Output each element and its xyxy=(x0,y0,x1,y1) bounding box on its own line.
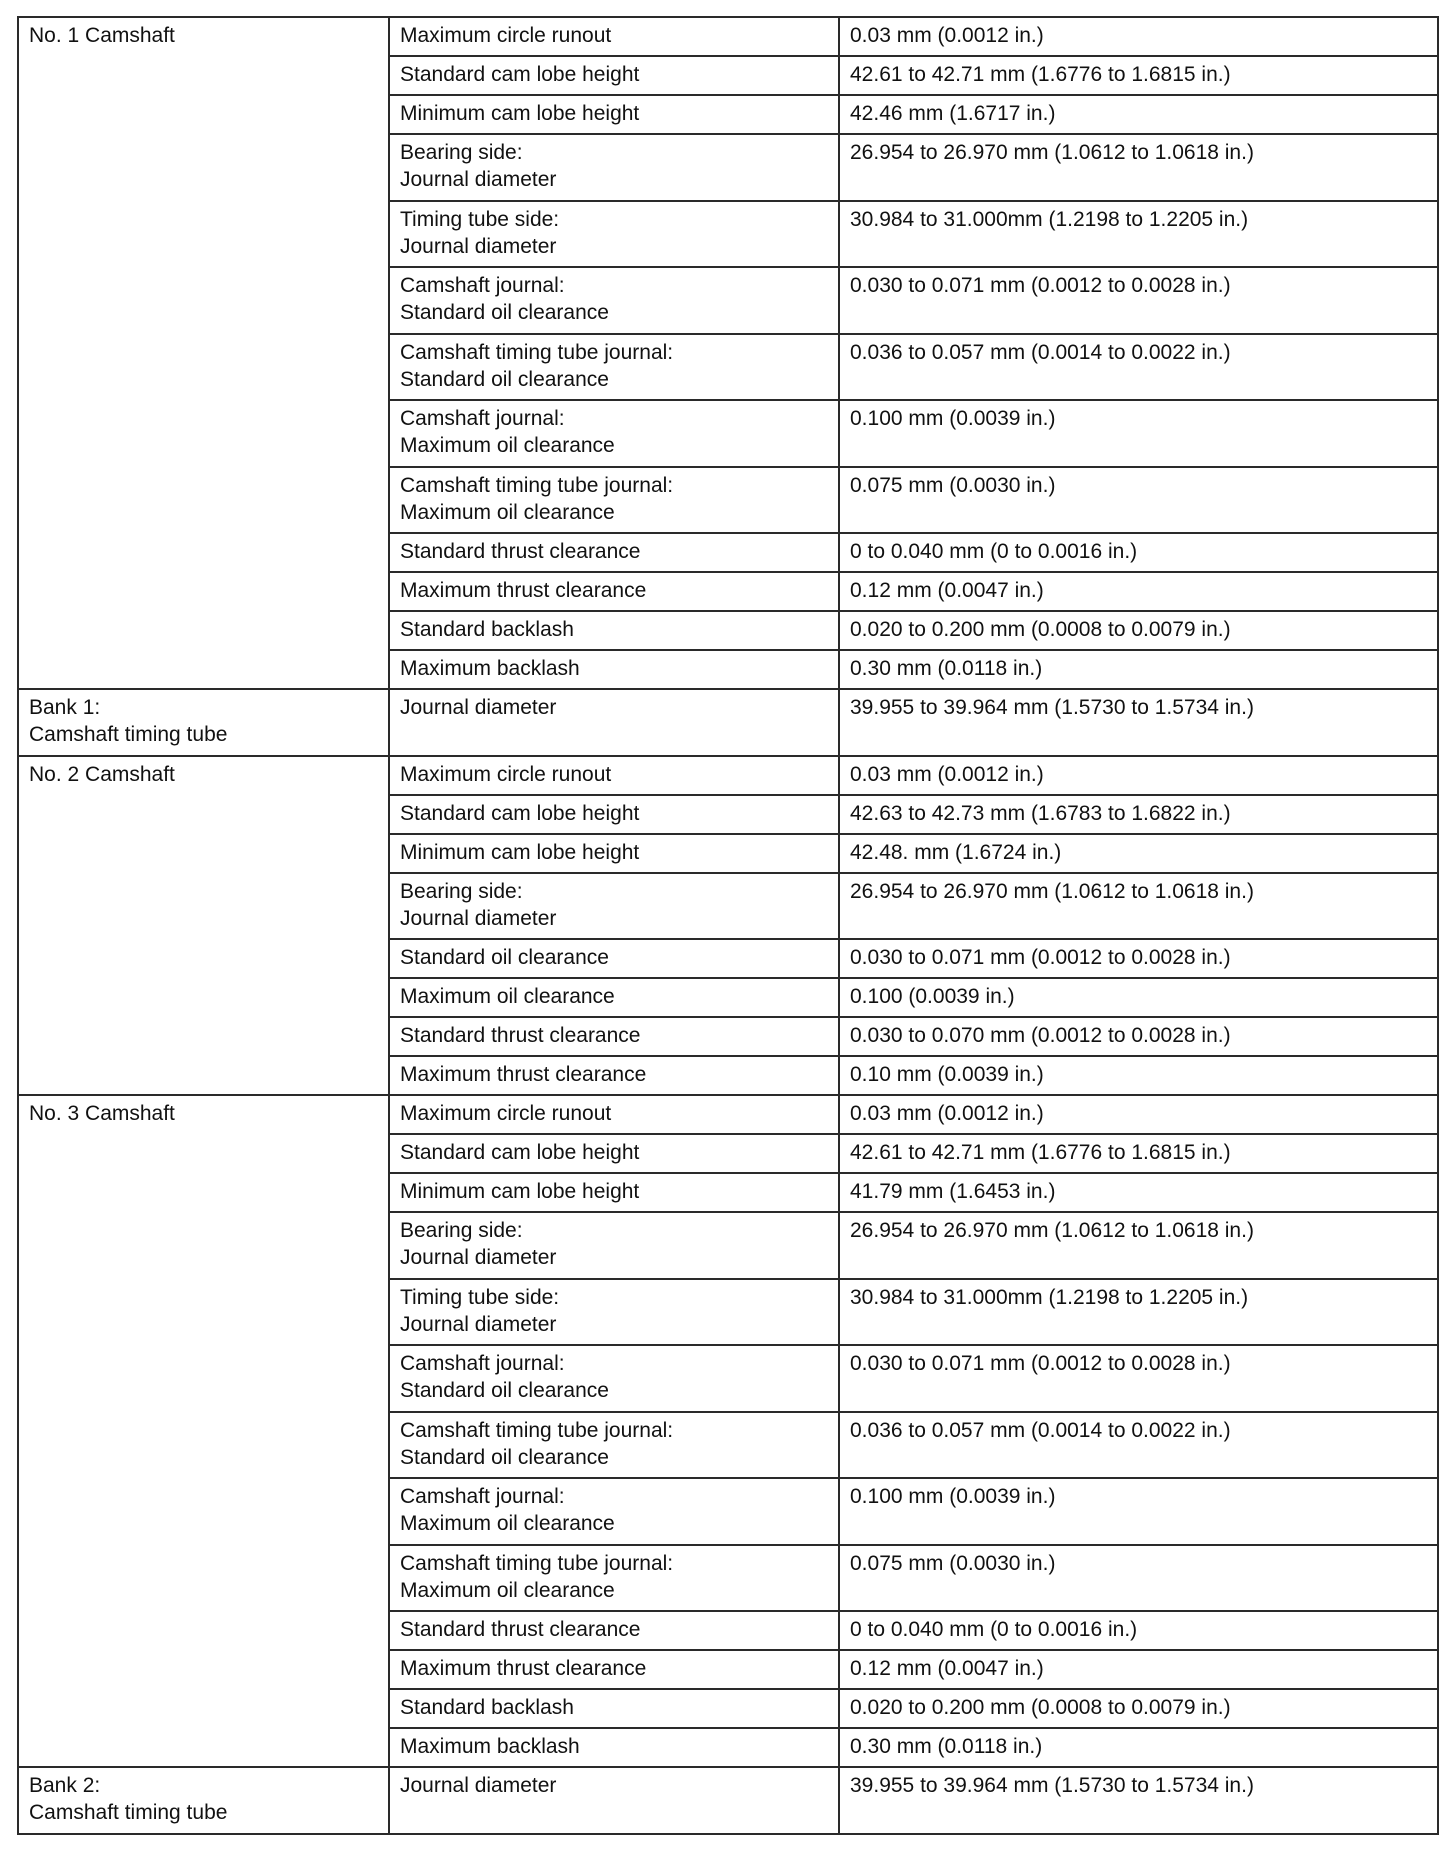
item-cell xyxy=(389,756,839,795)
value-cell xyxy=(839,1689,1438,1728)
value-cell xyxy=(839,1056,1438,1095)
item-label: Standard backlash xyxy=(400,1696,574,1719)
spec-value: 0 to 0.040 mm (0 to 0.0016 in.) xyxy=(850,540,1138,563)
item-label: Standard backlash xyxy=(400,618,574,641)
item-cell xyxy=(389,267,839,334)
value-cell xyxy=(839,795,1438,834)
item-cell xyxy=(389,1095,839,1134)
item-cell xyxy=(389,533,839,572)
item-cell xyxy=(389,201,839,268)
item-cell xyxy=(389,1134,839,1173)
item-label: Standard thrust clearance xyxy=(400,1024,641,1047)
value-cell xyxy=(839,1095,1438,1134)
item-cell xyxy=(389,1767,839,1834)
item-label: Maximum oil clearance xyxy=(400,1512,615,1535)
spec-value: 0.036 to 0.057 mm (0.0014 to 0.0022 in.) xyxy=(850,340,1231,364)
value-cell xyxy=(839,1017,1438,1056)
item-label: Journal diameter xyxy=(400,906,557,930)
spec-value: 0.30 mm (0.0118 in.) xyxy=(850,657,1043,680)
value-cell xyxy=(839,1173,1438,1212)
spec-value: 0.030 to 0.071 mm (0.0012 to 0.0028 in.) xyxy=(850,1352,1231,1375)
value-cell xyxy=(839,1478,1438,1545)
item-label: Camshaft journal: xyxy=(400,274,565,297)
value-cell xyxy=(839,572,1438,611)
spec-value: 0.30 mm (0.0118 in.) xyxy=(850,1735,1043,1758)
item-label: Standard cam lobe height xyxy=(400,1141,640,1164)
item-label: Journal diameter xyxy=(400,1312,557,1336)
item-cell xyxy=(389,467,839,534)
component-label: No. 1 Camshaft xyxy=(29,24,175,47)
spec-value: 0.020 to 0.200 mm (0.0008 to 0.0079 in.) xyxy=(850,618,1231,641)
item-label: Camshaft journal: xyxy=(400,1352,565,1375)
item-label: Standard cam lobe height xyxy=(400,63,640,86)
value-cell xyxy=(839,756,1438,795)
item-label: Journal diameter xyxy=(400,1246,557,1269)
item-label: Standard oil clearance xyxy=(400,367,609,391)
value-cell xyxy=(839,1345,1438,1412)
value-cell xyxy=(839,1212,1438,1279)
spec-value: 42.63 to 42.73 mm (1.6783 to 1.6822 in.) xyxy=(850,801,1231,825)
spec-value: 42.61 to 42.71 mm (1.6776 to 1.6815 in.) xyxy=(850,63,1231,86)
item-label: Maximum oil clearance xyxy=(400,500,615,524)
item-label: Standard oil clearance xyxy=(400,301,609,324)
item-label: Journal diameter xyxy=(400,168,557,191)
item-cell xyxy=(389,1412,839,1479)
item-cell xyxy=(389,978,839,1017)
item-cell xyxy=(389,1650,839,1689)
table-row xyxy=(18,1767,1438,1834)
spec-value: 42.46 mm (1.6717 in.) xyxy=(850,102,1056,125)
component-label: Camshaft timing tube xyxy=(29,1801,228,1824)
item-label: Maximum circle runout xyxy=(400,24,612,47)
item-cell xyxy=(389,134,839,201)
spec-value: 0.100 mm (0.0039 in.) xyxy=(850,1485,1056,1508)
item-label: Timing tube side: xyxy=(400,207,560,231)
spec-value: 0 to 0.040 mm (0 to 0.0016 in.) xyxy=(850,1618,1138,1641)
spec-value: 39.955 to 39.964 mm (1.5730 to 1.5734 in.) xyxy=(850,1774,1254,1797)
item-label: Camshaft journal: xyxy=(400,407,565,430)
item-label: Timing tube side: xyxy=(400,1285,560,1309)
item-label: Minimum cam lobe height xyxy=(400,1180,640,1203)
item-label: Minimum cam lobe height xyxy=(400,102,640,125)
value-cell xyxy=(839,201,1438,268)
item-cell xyxy=(389,17,839,56)
component-cell xyxy=(18,17,389,689)
item-label: Minimum cam lobe height xyxy=(400,840,640,864)
value-cell xyxy=(839,1611,1438,1650)
spec-value: 0.030 to 0.071 mm (0.0012 to 0.0028 in.) xyxy=(850,946,1231,969)
spec-value: 0.100 mm (0.0039 in.) xyxy=(850,407,1056,430)
item-cell xyxy=(389,689,839,756)
value-cell xyxy=(839,400,1438,467)
item-label: Camshaft timing tube journal: xyxy=(400,473,674,497)
spec-value: 26.954 to 26.970 mm (1.0612 to 1.0618 in.) xyxy=(850,879,1254,903)
item-label: Journal diameter xyxy=(400,1774,557,1797)
value-cell xyxy=(839,939,1438,978)
item-label: Journal diameter xyxy=(400,234,557,258)
item-cell xyxy=(389,1345,839,1412)
value-cell xyxy=(839,1650,1438,1689)
spec-value: 0.03 mm (0.0012 in.) xyxy=(850,1102,1044,1125)
value-cell xyxy=(839,873,1438,940)
item-label: Maximum circle runout xyxy=(400,762,612,786)
item-cell xyxy=(389,650,839,689)
spec-value: 0.10 mm (0.0039 in.) xyxy=(850,1063,1044,1086)
value-cell xyxy=(839,1412,1438,1479)
component-label: No. 3 Camshaft xyxy=(29,1102,175,1125)
spec-value: 0.12 mm (0.0047 in.) xyxy=(850,1657,1044,1680)
item-cell xyxy=(389,1478,839,1545)
value-cell xyxy=(839,834,1438,873)
item-label: Bearing side: xyxy=(400,141,523,164)
spec-value: 30.984 to 31.000mm (1.2198 to 1.2205 in.) xyxy=(850,207,1249,231)
component-cell xyxy=(18,756,389,1096)
value-cell xyxy=(839,689,1438,756)
value-cell xyxy=(839,611,1438,650)
item-label: Camshaft timing tube journal: xyxy=(400,340,674,364)
table-row xyxy=(18,1095,1438,1134)
item-label: Maximum oil clearance xyxy=(400,434,615,457)
item-label: Standard oil clearance xyxy=(400,1379,609,1402)
spec-table-body xyxy=(18,17,1438,1834)
spec-value: 39.955 to 39.964 mm (1.5730 to 1.5734 in.) xyxy=(850,696,1254,719)
item-label: Camshaft journal: xyxy=(400,1485,565,1508)
item-cell xyxy=(389,1279,839,1346)
value-cell xyxy=(839,467,1438,534)
spec-value: 26.954 to 26.970 mm (1.0612 to 1.0618 in.) xyxy=(850,141,1254,164)
spec-value: 42.48. mm (1.6724 in.) xyxy=(850,840,1062,864)
spec-value: 0.030 to 0.071 mm (0.0012 to 0.0028 in.) xyxy=(850,274,1231,297)
spec-value: 0.036 to 0.057 mm (0.0014 to 0.0022 in.) xyxy=(850,1418,1231,1442)
item-label: Maximum thrust clearance xyxy=(400,1063,647,1086)
item-label: Camshaft timing tube journal: xyxy=(400,1418,674,1442)
value-cell xyxy=(839,1767,1438,1834)
item-cell xyxy=(389,1611,839,1650)
table-row xyxy=(18,17,1438,56)
component-label: Camshaft timing tube xyxy=(29,723,228,746)
item-label: Journal diameter xyxy=(400,696,557,719)
item-cell xyxy=(389,1173,839,1212)
item-label: Camshaft timing tube journal: xyxy=(400,1551,674,1575)
component-cell xyxy=(18,689,389,756)
item-label: Maximum circle runout xyxy=(400,1102,612,1125)
spec-value: 0.03 mm (0.0012 in.) xyxy=(850,762,1044,786)
spec-value: 26.954 to 26.970 mm (1.0612 to 1.0618 in.) xyxy=(850,1219,1254,1242)
item-cell xyxy=(389,1545,839,1612)
spec-value: 0.12 mm (0.0047 in.) xyxy=(850,579,1044,602)
value-cell xyxy=(839,978,1438,1017)
value-cell xyxy=(839,56,1438,95)
value-cell xyxy=(839,134,1438,201)
table-row xyxy=(18,689,1438,756)
value-cell xyxy=(839,650,1438,689)
spec-value: 0.100 (0.0039 in.) xyxy=(850,985,1015,1008)
value-cell xyxy=(839,17,1438,56)
item-label: Bearing side: xyxy=(400,879,523,903)
item-cell xyxy=(389,95,839,134)
component-cell xyxy=(18,1095,389,1767)
spec-value: 0.03 mm (0.0012 in.) xyxy=(850,24,1044,47)
item-label: Maximum backlash xyxy=(400,1735,580,1758)
item-cell xyxy=(389,611,839,650)
item-cell xyxy=(389,56,839,95)
item-label: Maximum thrust clearance xyxy=(400,579,647,602)
value-cell xyxy=(839,1545,1438,1612)
item-label: Maximum oil clearance xyxy=(400,985,615,1008)
item-label: Standard cam lobe height xyxy=(400,801,640,825)
item-label: Standard oil clearance xyxy=(400,1445,609,1469)
spec-value: 42.61 to 42.71 mm (1.6776 to 1.6815 in.) xyxy=(850,1141,1231,1164)
value-cell xyxy=(839,95,1438,134)
spec-value: 0.075 mm (0.0030 in.) xyxy=(850,473,1056,497)
component-label: Bank 2: xyxy=(29,1774,101,1797)
item-label: Maximum backlash xyxy=(400,657,580,680)
item-cell xyxy=(389,1728,839,1767)
spec-value: 30.984 to 31.000mm (1.2198 to 1.2205 in.) xyxy=(850,1285,1249,1309)
item-cell xyxy=(389,1212,839,1279)
item-cell xyxy=(389,873,839,940)
item-label: Standard thrust clearance xyxy=(400,1618,641,1641)
table-row xyxy=(18,756,1438,795)
value-cell xyxy=(839,1279,1438,1346)
item-cell xyxy=(389,400,839,467)
item-cell xyxy=(389,1689,839,1728)
item-cell xyxy=(389,572,839,611)
spec-value: 0.075 mm (0.0030 in.) xyxy=(850,1551,1056,1575)
item-label: Maximum thrust clearance xyxy=(400,1657,647,1680)
item-cell xyxy=(389,1017,839,1056)
spec-value: 0.020 to 0.200 mm (0.0008 to 0.0079 in.) xyxy=(850,1696,1231,1719)
item-cell xyxy=(389,1056,839,1095)
value-cell xyxy=(839,334,1438,401)
item-cell xyxy=(389,334,839,401)
spec-value: 0.030 to 0.070 mm (0.0012 to 0.0028 in.) xyxy=(850,1024,1231,1047)
item-label: Standard thrust clearance xyxy=(400,540,641,563)
spec-value: 41.79 mm (1.6453 in.) xyxy=(850,1180,1056,1203)
component-label: No. 2 Camshaft xyxy=(29,762,175,786)
value-cell xyxy=(839,1134,1438,1173)
value-cell xyxy=(839,1728,1438,1767)
item-cell xyxy=(389,834,839,873)
component-cell xyxy=(18,1767,389,1834)
item-cell xyxy=(389,939,839,978)
component-label: Bank 1: xyxy=(29,696,101,719)
item-label: Maximum oil clearance xyxy=(400,1578,615,1602)
item-label: Bearing side: xyxy=(400,1219,523,1242)
item-label: Standard oil clearance xyxy=(400,946,609,969)
item-cell xyxy=(389,795,839,834)
value-cell xyxy=(839,267,1438,334)
camshaft-spec-table xyxy=(17,16,1439,1835)
value-cell xyxy=(839,533,1438,572)
